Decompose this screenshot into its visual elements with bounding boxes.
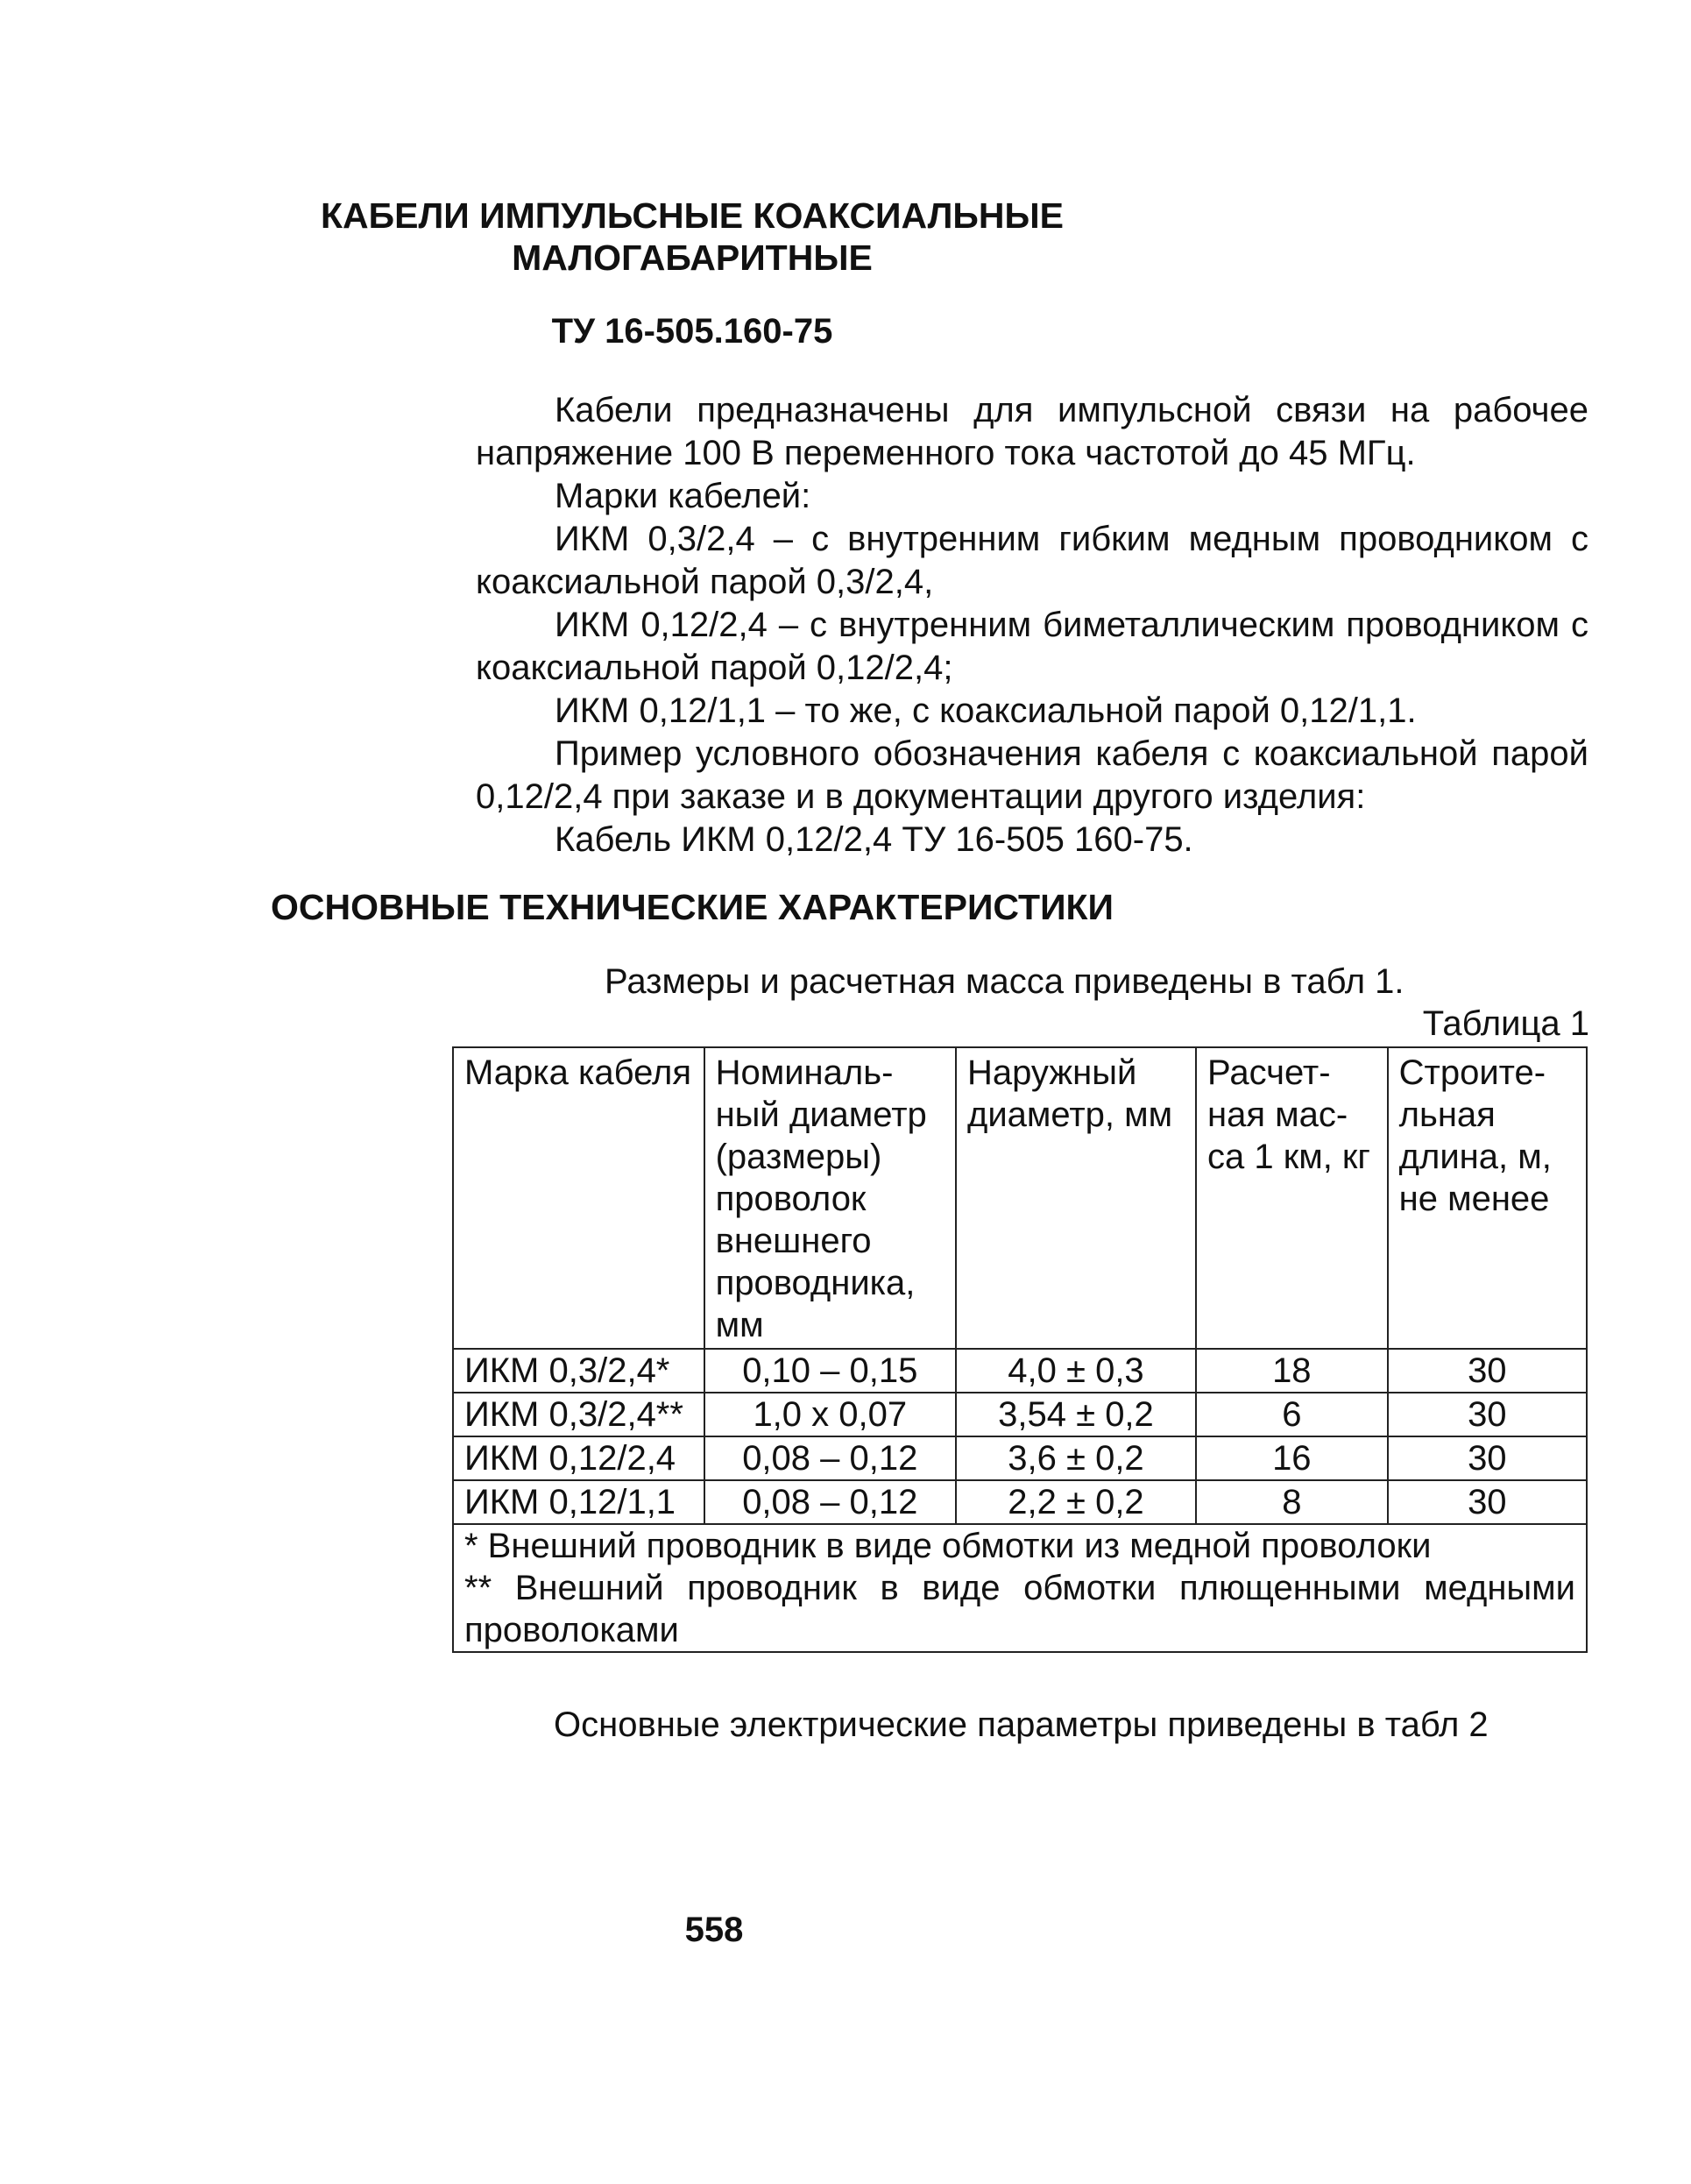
cell-outer-diameter: 3,54 ± 0,2 [956, 1393, 1196, 1436]
outro-text: Основные электрические параметры приведены в табл 2 [554, 1705, 1489, 1744]
intro-paragraph: Пример условного обозначения кабеля с коаксиальной парой 0,12/2,4 при заказе и в документации другого изделия: [476, 734, 1588, 816]
cable-spec-table [452, 1046, 1588, 1653]
document-title-line2: МАЛОГАБАРИТНЫЕ [512, 238, 873, 278]
table-note: * Внешний проводник в виде обмотки из медной проволоки [464, 1527, 1432, 1565]
header-wire-diameter: Номиналь- ный диаметр (размеры) проволок внешнего проводника, мм [704, 1047, 956, 1349]
cell-outer-diameter: 4,0 ± 0,3 [956, 1349, 1196, 1393]
cell-mass: 16 [1196, 1436, 1388, 1480]
section-title: ОСНОВНЫЕ ТЕХНИЧЕСКИЕ ХАРАКТЕРИСТИКИ [270, 887, 1114, 927]
intro-paragraph: ИКМ 0,12/1,1 – то же, с коаксиальной парой 0,12/1,1. [555, 691, 1417, 730]
cell-outer-diameter: 2,2 ± 0,2 [956, 1480, 1196, 1524]
intro-paragraph: Кабель ИКМ 0,12/2,4 ТУ 16-505 160-75. [555, 820, 1193, 859]
intro-paragraph: Кабели предназначены для импульсной связи на рабочее напряжение 100 В переменного тока частотой до 45 МГц. [476, 391, 1588, 472]
cell-mass: 18 [1196, 1349, 1388, 1393]
cell-brand: ИКМ 0,3/2,4** [453, 1393, 704, 1436]
spec-code: ТУ 16-505.160-75 [551, 312, 833, 351]
intro-paragraph: ИКМ 0,12/2,4 – с внутренним биметаллическим проводником с коаксиальной парой 0,12/2,4; [476, 606, 1588, 687]
table-header-row [453, 1047, 1587, 1349]
cell-brand: ИКМ 0,3/2,4* [453, 1349, 704, 1393]
table-row [453, 1436, 1587, 1480]
table-notes-row [453, 1524, 1587, 1652]
intro-paragraph: Марки кабелей: [555, 477, 811, 515]
header-mass: Расчет- ная мас- са 1 км, кг [1196, 1047, 1388, 1349]
cell-wire-diameter: 0,08 – 0,12 [704, 1480, 956, 1524]
cell-brand: ИКМ 0,12/2,4 [453, 1436, 704, 1480]
table-label: Таблица 1 [1422, 1004, 1589, 1043]
cell-length: 30 [1388, 1436, 1587, 1480]
table-notes [453, 1524, 1587, 1652]
cell-length: 30 [1388, 1349, 1587, 1393]
header-outer-diameter: Наружный диаметр, мм [956, 1047, 1196, 1349]
table-row [453, 1480, 1587, 1524]
cell-wire-diameter: 0,10 – 0,15 [704, 1349, 956, 1393]
intro-paragraph: ИКМ 0,3/2,4 – с внутренним гибким медным проводником с коаксиальной парой 0,3/2,4, [476, 520, 1588, 601]
intro-text-block [476, 389, 1588, 862]
table-intro: Размеры и расчетная масса приведены в табл 1. [605, 962, 1404, 1001]
table-row [453, 1393, 1587, 1436]
cell-length: 30 [1388, 1393, 1587, 1436]
cell-brand: ИКМ 0,12/1,1 [453, 1480, 704, 1524]
cell-wire-diameter: 1,0 х 0,07 [704, 1393, 956, 1436]
document-title-line1: КАБЕЛИ ИМПУЛЬСНЫЕ КОАКСИАЛЬНЫЕ [321, 195, 1064, 236]
table-row [453, 1349, 1587, 1393]
header-cable-brand: Марка кабеля [453, 1047, 704, 1349]
header-length: Строите- льная длина, м, не менее [1388, 1047, 1587, 1349]
table-note: ** Внешний проводник в виде обмотки плющенными медными проволоками [464, 1569, 1575, 1649]
cell-wire-diameter: 0,08 – 0,12 [704, 1436, 956, 1480]
cell-length: 30 [1388, 1480, 1587, 1524]
cell-mass: 8 [1196, 1480, 1388, 1524]
page-number: 558 [684, 1911, 744, 1949]
cell-outer-diameter: 3,6 ± 0,2 [956, 1436, 1196, 1480]
cell-mass: 6 [1196, 1393, 1388, 1436]
